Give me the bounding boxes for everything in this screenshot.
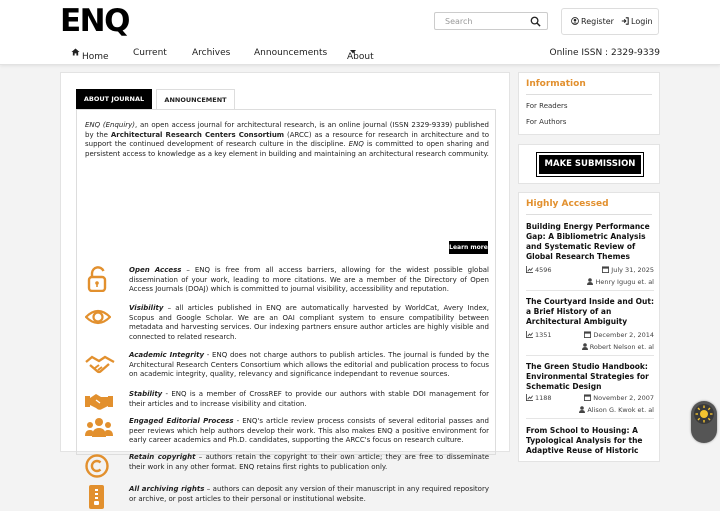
article-author bbox=[526, 406, 654, 414]
login-link[interactable] bbox=[621, 17, 653, 26]
feature-text bbox=[129, 485, 489, 504]
search-box[interactable] bbox=[434, 12, 548, 30]
open-lock-icon bbox=[85, 266, 111, 292]
highly-accessed-heading: Highly Accessed bbox=[526, 199, 609, 209]
register-label: Register bbox=[581, 17, 614, 26]
tab-announcement[interactable]: ANNOUNCEMENT bbox=[156, 89, 235, 109]
nav-label-home: Home bbox=[82, 52, 109, 62]
register-link[interactable] bbox=[571, 17, 614, 26]
copyright-icon bbox=[85, 453, 111, 479]
make-submission-button[interactable]: MAKE SUBMISSION bbox=[537, 153, 643, 176]
feature-title: Engaged Editorial Process bbox=[129, 417, 234, 425]
intro-arcc-name: Architectural Research Centers Consortium bbox=[110, 130, 285, 139]
views-count: 4596 bbox=[535, 266, 552, 274]
article-date bbox=[602, 266, 654, 274]
article-item bbox=[526, 426, 654, 456]
for-readers-link[interactable]: For Readers bbox=[526, 102, 568, 110]
article-views bbox=[526, 266, 552, 274]
chart-icon bbox=[526, 266, 533, 273]
article-meta bbox=[526, 331, 654, 341]
nav-item-current[interactable]: Current bbox=[133, 48, 167, 58]
feature-title: Retain copyright bbox=[129, 453, 196, 461]
feature-text bbox=[129, 417, 489, 446]
author-name: Henry Igugu et. al bbox=[595, 278, 654, 286]
feature-text bbox=[129, 453, 489, 472]
main-content bbox=[60, 72, 510, 503]
views-count: 1188 bbox=[535, 394, 552, 402]
divider bbox=[526, 94, 652, 95]
handshake-icon bbox=[85, 351, 111, 377]
issn-text: Online ISSN : 2329-9339 bbox=[549, 48, 660, 58]
feature-body: – authors can deposit any version of their manuscript in any required repository or archive, or post articles to their personal or institutional website. bbox=[129, 485, 489, 503]
date-text: December 2, 2014 bbox=[593, 331, 654, 339]
theme-toggle[interactable] bbox=[691, 401, 717, 443]
article-meta bbox=[526, 394, 654, 404]
calendar-icon bbox=[584, 394, 591, 401]
feature-body: - ENQ's article review process consists of several editorial passes and peer reviews which help authors develop their work. This also makes ENQ a positive environment for early career academics and Ph.D. candidates, supporting the ARCC's focus on research culture. bbox=[129, 417, 489, 445]
feature-body: - ENQ does not charge authors to publish articles. The journal is funded by the Architectural Research Centers Consortium which allows the editorial and publication process to focus on academic integrity, quality, relevancy and significance independant to revenue sources. bbox=[129, 351, 490, 379]
article-title[interactable]: The Green Studio Handbook: Environmental Strategies for Schematic Design bbox=[526, 362, 649, 391]
article-views bbox=[526, 331, 552, 339]
nav-label-about: About bbox=[347, 52, 374, 62]
auth-box bbox=[561, 8, 659, 35]
calendar-icon bbox=[584, 331, 591, 338]
article-date bbox=[584, 331, 654, 339]
article-author bbox=[526, 278, 654, 286]
users-icon bbox=[85, 417, 111, 443]
eye-icon bbox=[85, 304, 111, 330]
archive-icon bbox=[85, 485, 111, 511]
feature-title: Academic Integrity bbox=[129, 351, 205, 359]
article-author bbox=[526, 343, 654, 351]
user-icon bbox=[587, 278, 593, 285]
date-text: November 2, 2007 bbox=[593, 394, 654, 402]
sign-in-icon bbox=[621, 17, 629, 25]
feature-text bbox=[129, 304, 489, 342]
nav-item-about[interactable] bbox=[347, 48, 374, 62]
intro-enq-short: ENQ bbox=[348, 140, 364, 149]
feature-body: – authors retain the copyright to their own article; they are free to disseminate their work in any other format. ENQ retains first rights to publication only. bbox=[129, 453, 489, 471]
feature-title: Stability bbox=[129, 390, 163, 398]
author-name: Alison G. Kwok et. al bbox=[587, 406, 654, 414]
feature-body: - ENQ is a member of CrossREF to provide our authors with stable DOI management for their articles and to increase visibility and citation. bbox=[129, 390, 489, 408]
feature-text bbox=[129, 351, 489, 380]
intro-text-2: (ARCC) as a resource for research in architecture and to support the continued development of research culture in the discipline. bbox=[85, 130, 490, 149]
information-block bbox=[518, 72, 660, 135]
feature-title: Visibility bbox=[129, 304, 164, 312]
feature-title: Open Access bbox=[129, 266, 182, 274]
home-icon bbox=[71, 48, 80, 56]
divider bbox=[526, 214, 652, 215]
for-authors-link[interactable]: For Authors bbox=[526, 118, 567, 126]
information-heading: Information bbox=[526, 79, 586, 89]
intro-enq-name: ENQ (Enquiry) bbox=[85, 121, 136, 129]
article-meta bbox=[526, 266, 654, 276]
feature-body: – all articles published in ENQ are automatically harvested by WorldCat, Avery Index, Scopus and Google Scholar. We are an OAI compliant system to ensure compatibility between metadata and harvesting services. Our indexing partners ensure author articles are highly visible and connected to related research. bbox=[129, 304, 489, 341]
search-icon[interactable] bbox=[530, 16, 541, 27]
nav-item-home[interactable] bbox=[71, 48, 109, 62]
article-views bbox=[526, 394, 552, 402]
article-item bbox=[526, 222, 654, 286]
nav-item-archives[interactable]: Archives bbox=[192, 48, 231, 58]
site-header bbox=[0, 0, 720, 65]
feature-body: – ENQ is free from all access barriers, allowing for the widest possible global dissemination of your work, leading to more citations. We are a member of the Directory of Open Access Journals (DOAJ) which is committed to journal visibility, accessibility and reputation. bbox=[129, 266, 489, 294]
chart-icon bbox=[526, 331, 533, 338]
user-icon bbox=[582, 343, 588, 350]
submission-block bbox=[518, 144, 660, 184]
calendar-icon bbox=[602, 266, 609, 273]
intro-paragraph bbox=[85, 121, 489, 159]
user-icon bbox=[579, 406, 585, 413]
hands-icon bbox=[85, 390, 111, 416]
tab-about-journal[interactable]: ABOUT JOURNAL bbox=[76, 89, 152, 109]
chart-icon bbox=[526, 394, 533, 401]
feature-title: All archiving rights bbox=[129, 485, 205, 493]
about-panel bbox=[76, 109, 496, 503]
nav-item-announcements[interactable]: Announcements bbox=[254, 48, 328, 58]
article-title[interactable]: From School to Housing: A Typological Analysis for the Adaptive Reuse of Historic bbox=[526, 426, 643, 455]
article-item bbox=[526, 362, 654, 414]
author-name: Robert Nelson et. al bbox=[589, 343, 654, 351]
views-count: 1351 bbox=[535, 331, 552, 339]
divider bbox=[526, 290, 654, 291]
article-title[interactable]: The Courtyard Inside and Out: a Brief History of an Architectural Ambiguity bbox=[526, 297, 654, 326]
site-logo[interactable]: ENQ bbox=[60, 3, 129, 39]
feature-text bbox=[129, 390, 489, 409]
article-item bbox=[526, 297, 654, 351]
feature-text bbox=[129, 266, 489, 295]
intro-text-1: , an open access journal for architectural research, is an online journal (ISSN 2329-9339) published by the bbox=[85, 121, 489, 139]
article-title[interactable]: Building Energy Performance Gap: A Bibliometric Analysis and Systematic Review of Global Research Themes bbox=[526, 222, 650, 261]
sun-icon bbox=[694, 404, 714, 424]
intro-text-3: is committed to open sharing and persistent access to knowledge as a key element in building and maintaining an architectural research community. bbox=[85, 140, 489, 158]
divider bbox=[526, 355, 654, 356]
user-circle-icon bbox=[571, 17, 579, 25]
article-date bbox=[584, 394, 654, 402]
search-input[interactable] bbox=[435, 13, 535, 29]
login-label: Login bbox=[631, 17, 653, 26]
main-nav bbox=[0, 44, 720, 64]
highly-accessed-block bbox=[518, 192, 660, 462]
divider bbox=[526, 418, 654, 419]
date-text: July 31, 2025 bbox=[611, 266, 654, 274]
learn-more-button[interactable]: Learn more bbox=[449, 241, 488, 254]
